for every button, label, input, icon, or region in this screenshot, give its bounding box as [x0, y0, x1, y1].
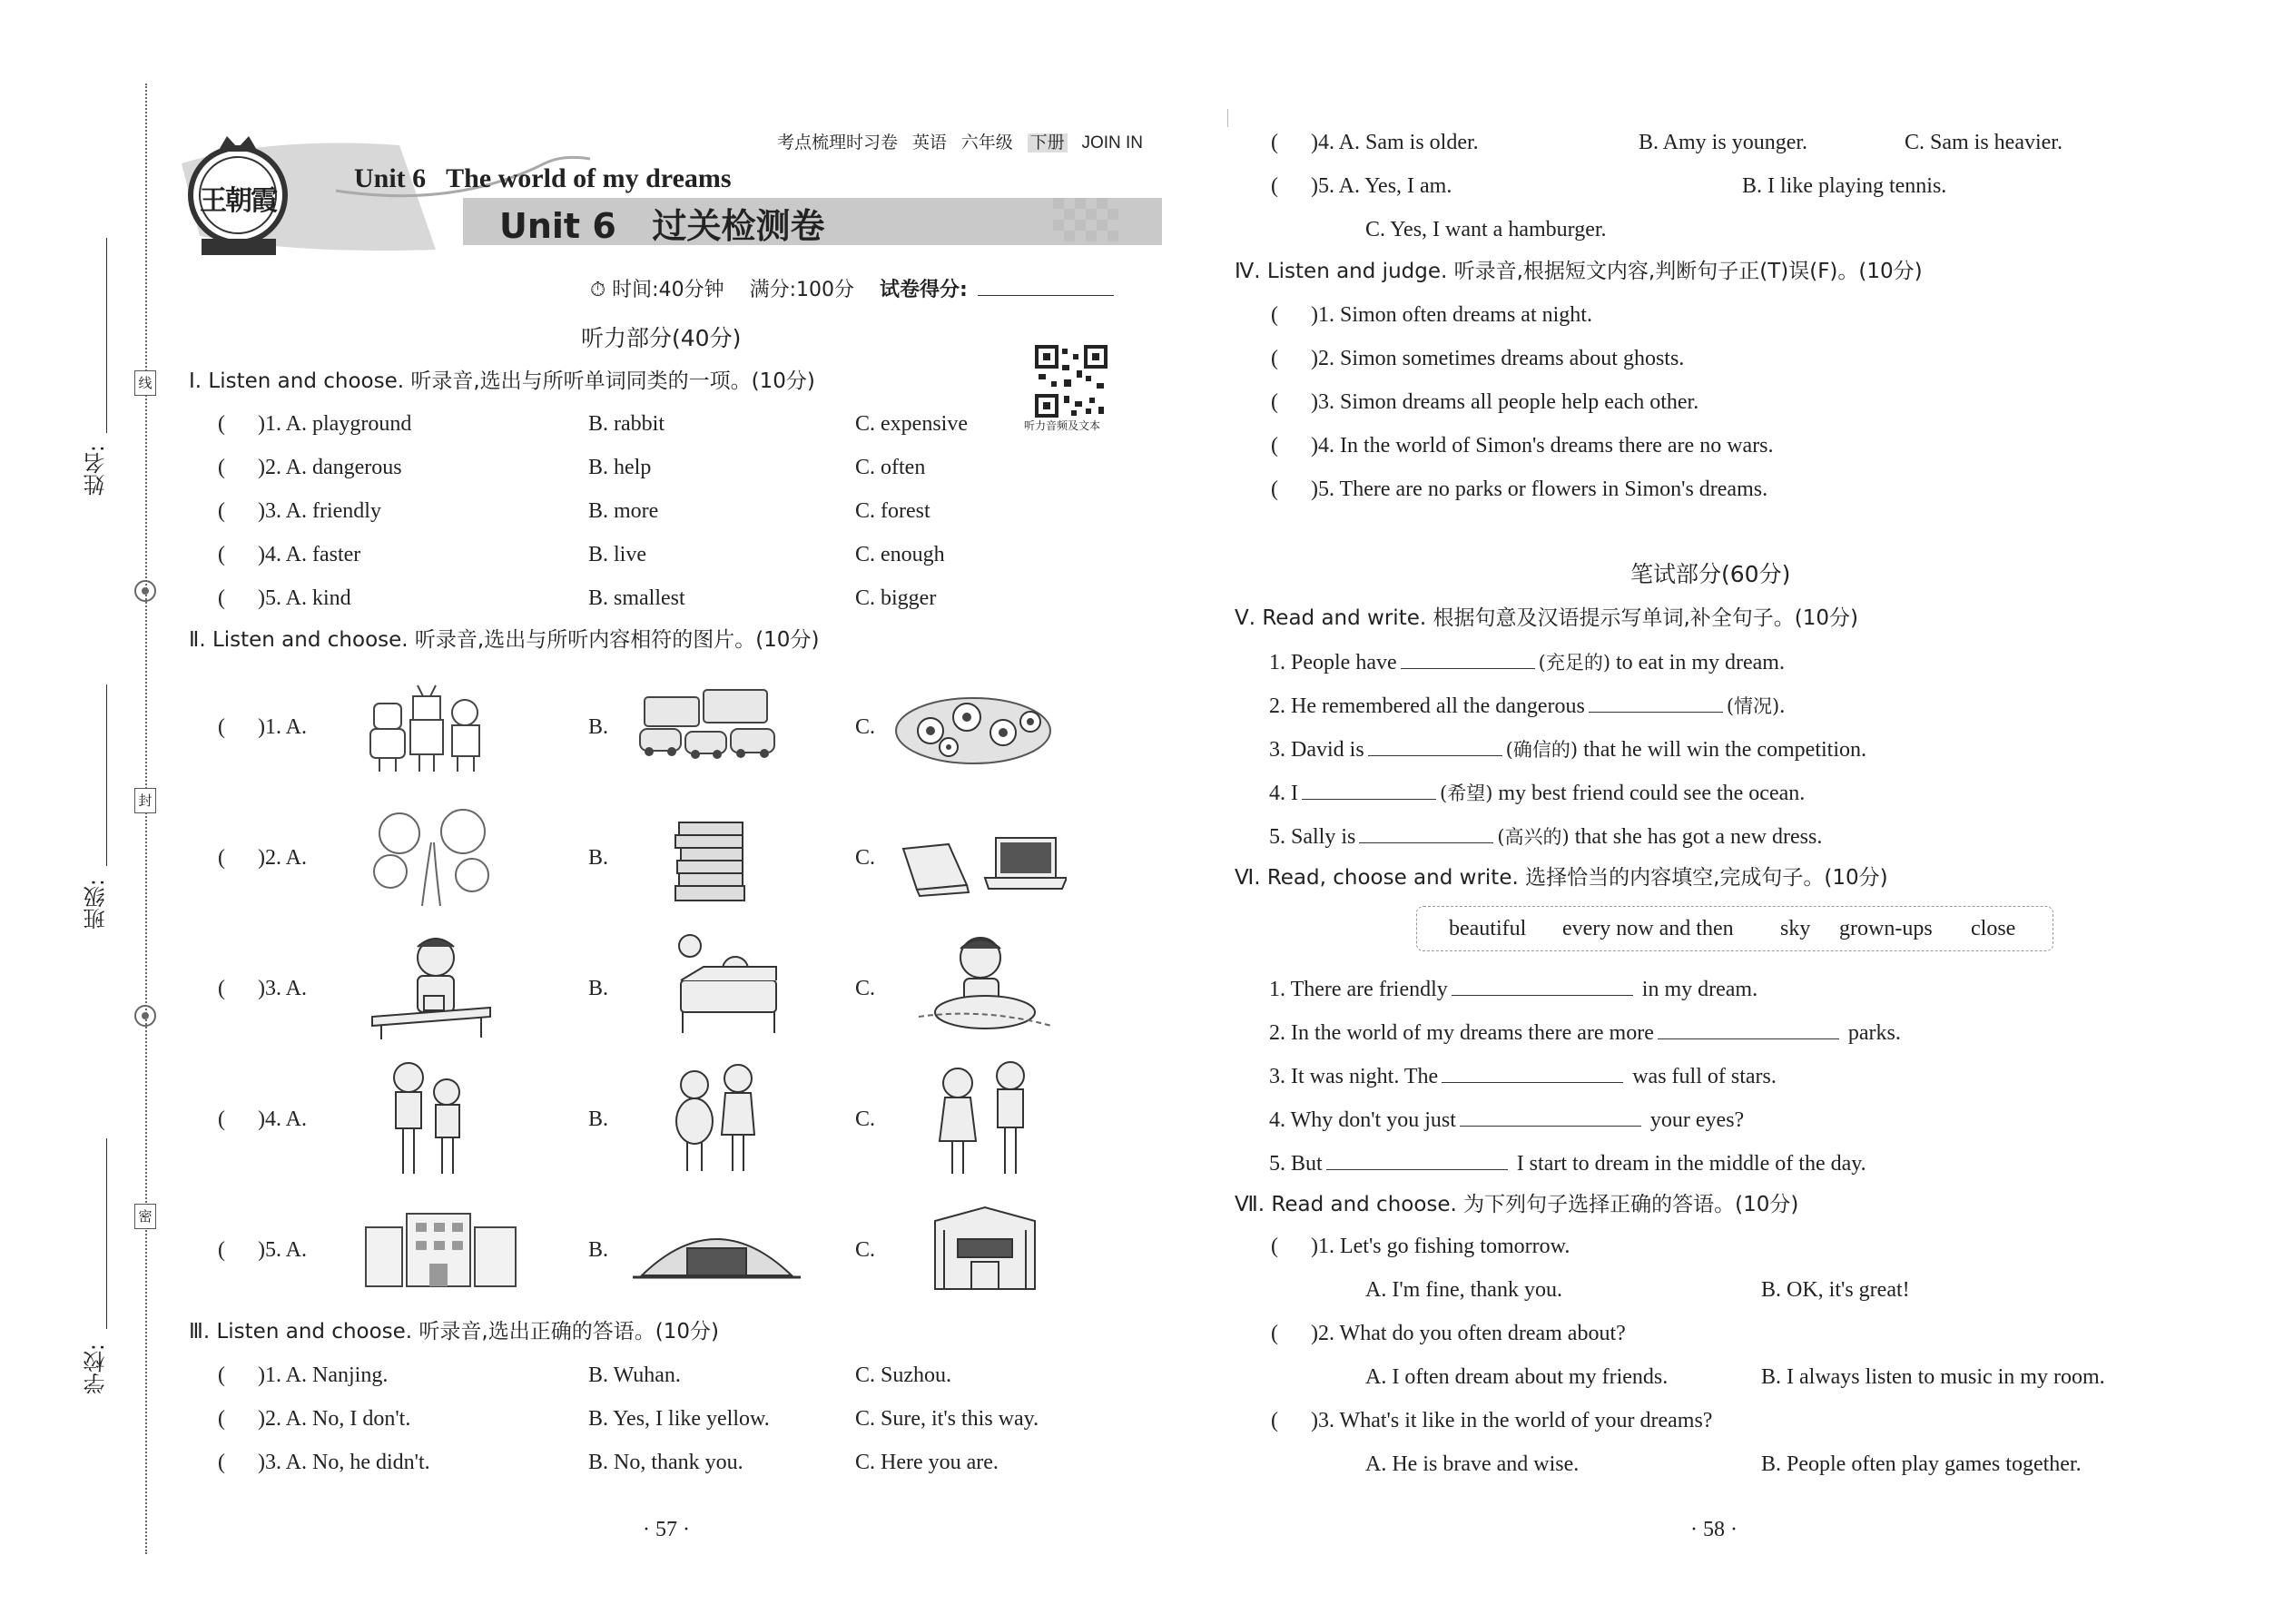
section-5-heading: Ⅴ. Read and write. 根据句意及汉语提示写单词,补全句子。(10分)	[1235, 606, 1859, 630]
question-row: ( )1. Let's go fishing tomorrow.	[1271, 1235, 1570, 1258]
clock-icon: ⏱	[590, 279, 606, 301]
two-boys-picture	[381, 1058, 472, 1180]
fill-blank-row: 5. But I start to dream in the middle of the day.	[1269, 1149, 1866, 1177]
word-bank-item: every now and then	[1562, 917, 1734, 940]
option-c: C. enough	[855, 543, 945, 566]
question-row: ( )2. A.	[218, 846, 307, 870]
page-number-right: · 58 ·	[1690, 1518, 1738, 1541]
unit-subtitle: Unit 6 The world of my dreams	[354, 163, 732, 193]
hospital-picture	[357, 1200, 520, 1295]
page-divider	[1227, 109, 1228, 127]
fill-blank-row: 5. Sally is (高兴的) that she has got a new dress.	[1269, 822, 1822, 851]
boy-at-desk-picture	[368, 930, 495, 1039]
option-b: B.	[588, 715, 609, 739]
judge-row: ( )2. Simon sometimes dreams about ghosts.	[1271, 347, 1685, 370]
option-b: B. Yes, I like yellow.	[588, 1407, 770, 1431]
score-label: 试卷得分:	[879, 279, 968, 301]
option-b: B.	[588, 1238, 609, 1262]
logo-text: 王朝霞	[200, 185, 276, 217]
section-6-heading: Ⅵ. Read, choose and write. 选择恰当的内容填空,完成句子。(10分)	[1235, 866, 1888, 890]
class-field[interactable]	[106, 684, 107, 866]
option-c: C.	[855, 1107, 876, 1131]
title-en: Unit 6	[499, 206, 616, 246]
fill-blank-row: 3. It was night. The was full of stars.	[1269, 1062, 1777, 1090]
ornament-icon	[132, 577, 159, 605]
time-limit: 时间:40分钟	[612, 279, 724, 301]
section-1-heading: Ⅰ. Listen and choose. 听录音,选出与所听单词同类的一项。(10分)	[189, 369, 815, 393]
section-3-heading: Ⅲ. Listen and choose. 听录音,选出正确的答语。(10分)	[189, 1320, 719, 1343]
question-row: ( )3. A.	[218, 977, 307, 1000]
word-bank-item: grown-ups	[1839, 917, 1933, 940]
option-c: C. Suzhou.	[855, 1363, 952, 1387]
question-row: ( )5. A. kind	[218, 586, 351, 610]
fill-blank-row: 2. In the world of my dreams there are more parks.	[1269, 1019, 1901, 1047]
section-2-heading: Ⅱ. Listen and choose. 听录音,选出与所听内容相符的图片。(10分)	[189, 628, 820, 652]
flowers-picture	[894, 685, 1053, 767]
stadium-picture	[633, 1212, 801, 1284]
option-b: B.	[588, 1107, 609, 1131]
seal-mark-mi: 密	[134, 1204, 156, 1229]
option-b: B. rabbit	[588, 412, 665, 436]
option-c: C. bigger	[855, 586, 937, 610]
listening-title: 听力部分(40分)	[581, 325, 742, 351]
seal-mark-feng: 封	[134, 788, 156, 813]
library-picture	[926, 1203, 1044, 1294]
question-row: ( )4. A.	[218, 1107, 307, 1131]
question-row: ( )1. A.	[218, 715, 307, 739]
dotted-binding-line	[145, 84, 147, 1554]
laptops-picture	[894, 831, 1067, 903]
page-title	[499, 198, 825, 248]
answer-blank[interactable]	[1326, 1149, 1508, 1170]
forest-path-picture	[372, 806, 490, 908]
fill-blank-row: 4. I (希望) my best friend could see the ocean.	[1269, 779, 1805, 807]
option-b: B. Amy is younger.	[1639, 131, 1808, 154]
option-c: C. Here you are.	[855, 1451, 999, 1474]
option-b: B. People often play games together.	[1761, 1452, 2082, 1476]
option-b: B. more	[588, 499, 659, 523]
traffic-jam-picture	[635, 679, 781, 770]
judge-row: ( )5. There are no parks or flowers in Simon's dreams.	[1271, 477, 1768, 501]
question-row: ( )4. A. Sam is older.	[1271, 131, 1479, 154]
judge-row: ( )4. In the world of Simon's dreams there are no wars.	[1271, 434, 1774, 458]
word-bank-item: close	[1971, 917, 2016, 940]
word-bank-item: beautiful	[1449, 917, 1527, 940]
option-b: B. I always listen to music in my room.	[1761, 1365, 2105, 1389]
question-row: ( )1. A. playground	[218, 412, 412, 436]
question-row: ( )4. A. faster	[218, 543, 361, 566]
question-row: ( )3. What's it like in the world of your dreams?	[1271, 1409, 1713, 1432]
option-b: B. live	[588, 543, 646, 566]
option-a: A. I often dream about my friends.	[1365, 1365, 1669, 1389]
option-c: C. often	[855, 456, 926, 479]
option-c: C.	[855, 1238, 876, 1262]
option-a: A. He is brave and wise.	[1365, 1452, 1580, 1476]
judge-row: ( )3. Simon dreams all people help each other.	[1271, 390, 1699, 414]
section-7-heading: Ⅶ. Read and choose. 为下列句子选择正确的答语。(10分)	[1235, 1193, 1799, 1216]
section-4-heading: Ⅳ. Listen and judge. 听录音,根据短文内容,判断句子正(T)误(F)。(10分)	[1235, 260, 1923, 283]
answer-blank[interactable]	[1368, 735, 1502, 756]
question-row: ( )3. A. No, he didn't.	[218, 1451, 430, 1474]
option-c: C.	[855, 715, 876, 739]
full-score: 满分:100分	[749, 279, 854, 301]
judge-row: ( )1. Simon often dreams at night.	[1271, 303, 1592, 327]
option-b: B.	[588, 977, 609, 1000]
option-c: C. Sam is heavier.	[1905, 131, 2063, 154]
name-field[interactable]	[106, 238, 107, 433]
question-row: ( )5. A.	[218, 1238, 307, 1262]
answer-blank[interactable]	[1442, 1062, 1623, 1083]
grade: 六年级	[960, 133, 1013, 153]
option-c: C. Yes, I want a hamburger.	[1365, 218, 1607, 241]
fill-blank-row: 4. Why don't you just your eyes?	[1269, 1106, 1744, 1134]
word-bank-box	[1416, 906, 2053, 951]
option-b: B.	[588, 846, 609, 870]
option-c: C.	[855, 846, 876, 870]
option-a: A. I'm fine, thank you.	[1365, 1278, 1562, 1302]
exam-info	[590, 274, 1117, 302]
answer-blank[interactable]	[1401, 648, 1535, 669]
binding-gutter	[0, 0, 172, 1624]
word-bank-item: sky	[1780, 917, 1811, 940]
qr-caption: 听力音频及文本	[1024, 419, 1101, 432]
option-c: C.	[855, 977, 876, 1000]
qr-code[interactable]	[1035, 345, 1108, 418]
option-b: B. I like playing tennis.	[1742, 174, 1947, 198]
answer-blank[interactable]	[1460, 1106, 1641, 1127]
option-c: C. forest	[855, 499, 930, 523]
question-row: ( )5. A. Yes, I am.	[1271, 174, 1452, 198]
boy-and-girl-picture	[667, 1062, 767, 1176]
series-name: 考点梳理时习卷	[777, 133, 899, 153]
answer-blank[interactable]	[1359, 822, 1493, 843]
option-b: B. help	[588, 456, 652, 479]
ornament-icon	[132, 1002, 159, 1029]
option-b: B. Wuhan.	[588, 1363, 681, 1387]
question-row: ( )2. A. dangerous	[218, 456, 402, 479]
question-row: ( )2. What do you often dream about?	[1271, 1322, 1626, 1345]
written-title: 笔试部分(60分)	[1630, 561, 1791, 587]
subject: 英语	[911, 133, 947, 153]
girl-and-boy-picture	[930, 1058, 1039, 1180]
answer-blank[interactable]	[1452, 975, 1633, 996]
boy-in-bath-picture	[917, 926, 1053, 1044]
fill-blank-row: 2. He remembered all the dangerous (情况).	[1269, 692, 1785, 720]
page-number-left: · 57 ·	[643, 1518, 690, 1541]
boy-in-bed-picture	[663, 926, 781, 1039]
option-c: C. expensive	[855, 412, 968, 436]
question-row: ( )3. A. friendly	[218, 499, 381, 523]
title-cn: 过关检测卷	[652, 206, 825, 246]
fill-blank-row: 1. People have (充足的) to eat in my dream.	[1269, 648, 1785, 676]
option-b: B. No, thank you.	[588, 1451, 743, 1474]
class-label: 班级:	[84, 879, 109, 930]
score-field[interactable]	[978, 275, 1114, 296]
question-row: ( )2. A. No, I don't.	[218, 1407, 411, 1431]
name-label: 姓名:	[84, 445, 109, 497]
answer-blank[interactable]	[1302, 779, 1436, 800]
edition: JOIN IN	[1081, 133, 1143, 153]
option-b: B. OK, it's great!	[1761, 1278, 1910, 1302]
answer-blank[interactable]	[1658, 1019, 1839, 1039]
robots-picture	[363, 676, 490, 776]
volume: 下册	[1028, 133, 1068, 153]
school-label: 学校:	[84, 1343, 109, 1395]
answer-blank[interactable]	[1589, 692, 1723, 713]
stack-of-books-picture	[672, 815, 753, 910]
fill-blank-row: 1. There are friendly in my dream.	[1269, 975, 1757, 1003]
school-field[interactable]	[106, 1138, 107, 1329]
fill-blank-row: 3. David is (确信的) that he will win the competition.	[1269, 735, 1866, 763]
option-b: B. smallest	[588, 586, 685, 610]
seal-mark-xian: 线	[134, 370, 156, 396]
option-c: C. Sure, it's this way.	[855, 1407, 1039, 1431]
question-row: ( )1. A. Nanjing.	[218, 1363, 389, 1387]
